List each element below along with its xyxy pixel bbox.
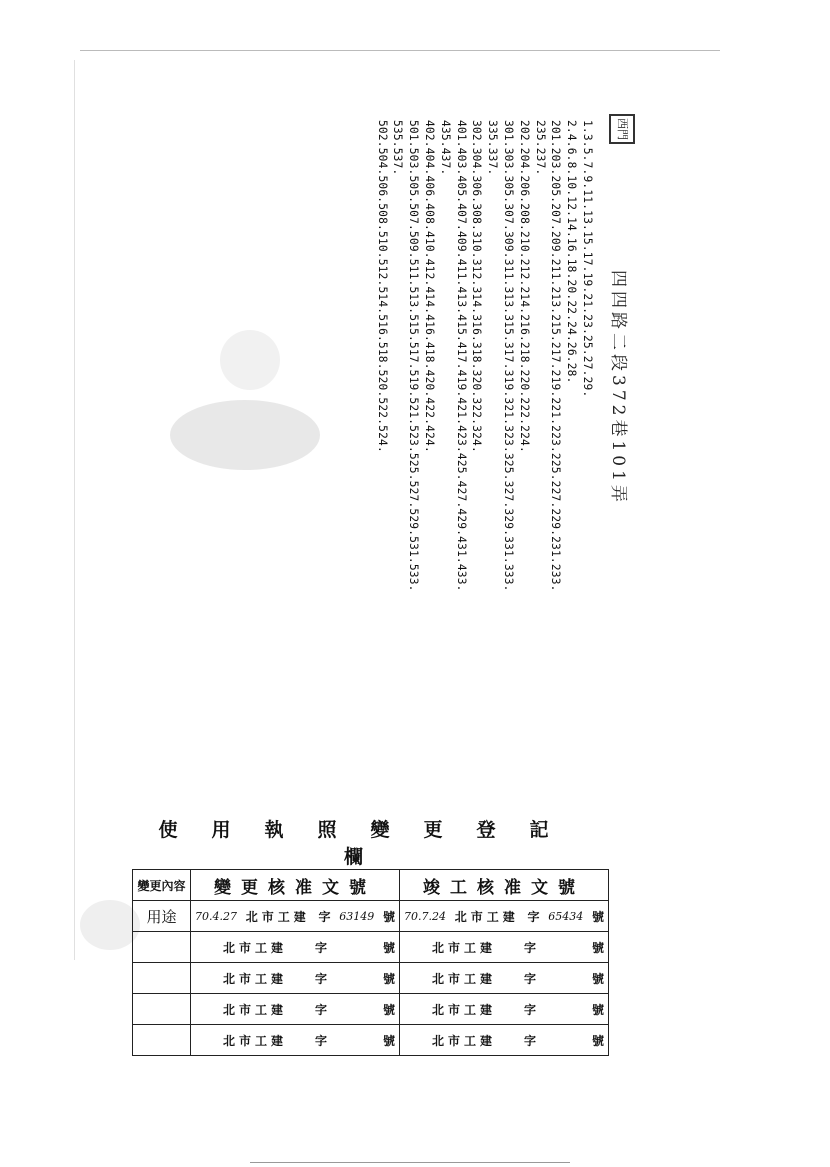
street-address	[608, 270, 633, 506]
table-title: 使用執照變更登記欄	[133, 815, 609, 870]
number-suffix: 號	[382, 1033, 395, 1048]
rotated-address-block	[345, 120, 635, 740]
address-text: 四四路二段372巷101弄	[608, 270, 628, 506]
completion-approval-header: 竣工核准文號	[400, 870, 609, 901]
char-label: 字	[523, 1002, 536, 1017]
char-label: 字	[314, 1002, 327, 1017]
completion-approval-cell	[400, 932, 609, 963]
number-suffix: 號	[591, 1002, 604, 1017]
completion-approval-cell	[400, 1025, 609, 1056]
number-line: 301.303.305.307.309.311.313.315.317.319.321.323.325.327.329.331.333.	[502, 120, 516, 592]
char-label: 字	[523, 1033, 536, 1048]
done-office: 北市工建	[431, 1002, 496, 1017]
ink-smudge	[170, 400, 320, 470]
change-office: 北市工建	[222, 971, 287, 986]
char-label: 字	[523, 971, 536, 986]
table-row	[133, 963, 609, 994]
change-office: 北市工建	[222, 940, 287, 955]
number-suffix: 號	[591, 909, 604, 924]
change-content-cell	[133, 963, 191, 994]
change-content-header: 變更內容	[133, 870, 191, 901]
change-number: 63149	[339, 909, 375, 923]
char-label: 字	[314, 1033, 327, 1048]
char-label: 字	[523, 940, 536, 955]
number-suffix: 號	[382, 909, 395, 924]
table-row	[133, 1025, 609, 1056]
done-office: 北市工建	[431, 971, 496, 986]
number-line: 502.504.506.508.510.512.514.516.518.520.522.524.	[375, 120, 389, 453]
number-line: 1.3.5.7.9.11.13.15.17.19.21.23.25.27.29.	[581, 120, 594, 398]
change-approval-cell	[191, 1025, 400, 1056]
done-office: 北市工建	[454, 909, 519, 924]
ink-smudge	[220, 330, 280, 390]
completion-approval-cell	[400, 994, 609, 1025]
done-number: 65434	[548, 909, 584, 923]
change-content-cell	[133, 1025, 191, 1056]
change-content-cell: 用途	[133, 901, 191, 932]
number-line: 435.437.	[438, 120, 452, 176]
completion-approval-cell	[400, 963, 609, 994]
ink-smudge	[80, 900, 140, 950]
number-suffix: 號	[591, 940, 604, 955]
table-row	[133, 932, 609, 963]
number-line: 401.403.405.407.409.411.413.415.417.419.421.423.425.427.429.431.433.	[454, 120, 468, 592]
bottom-edge-line	[250, 1162, 570, 1163]
number-line: 201.203.205.207.209.211.213.215.217.219.221.223.225.227.229.231.233.	[549, 120, 563, 592]
char-label: 字	[318, 909, 331, 924]
number-suffix: 號	[591, 971, 604, 986]
number-suffix: 號	[382, 940, 395, 955]
top-edge-line	[80, 50, 720, 51]
change-approval-cell	[191, 932, 400, 963]
change-date: 70.4.27	[195, 909, 237, 923]
completion-approval-cell	[400, 901, 609, 932]
number-line: 535.537.	[391, 120, 405, 176]
left-edge-line	[74, 60, 75, 960]
number-line: 402.404.406.408.410.412.414.416.418.420.422.424.	[423, 120, 437, 453]
done-date: 70.7.24	[404, 909, 446, 923]
number-line: 501.503.505.507.509.511.513.515.517.519.521.523.525.527.529.531.533.	[407, 120, 421, 592]
table-row	[133, 901, 609, 932]
change-approval-cell	[191, 963, 400, 994]
number-suffix: 號	[382, 1002, 395, 1017]
change-approval-cell	[191, 994, 400, 1025]
table-row	[133, 994, 609, 1025]
char-label: 字	[527, 909, 540, 924]
district-stamp: 西門	[609, 114, 635, 144]
number-line: 2.4.6.8.10.12.14.16.18.20.22.24.26.28.	[565, 120, 579, 384]
change-office: 北市工建	[222, 1002, 287, 1017]
done-office: 北市工建	[431, 1033, 496, 1048]
permit-change-table	[132, 815, 609, 1056]
number-line: 302.304.306.308.310.312.314.316.318.320.322.324.	[470, 120, 484, 453]
change-office: 北市工建	[222, 1033, 287, 1048]
change-approval-header: 變更核准文號	[191, 870, 400, 901]
change-content-cell	[133, 932, 191, 963]
change-content-cell	[133, 994, 191, 1025]
change-approval-cell	[191, 901, 400, 932]
number-line: 235.237.	[533, 120, 547, 176]
number-line: 335.337.	[486, 120, 500, 176]
char-label: 字	[314, 940, 327, 955]
done-office: 北市工建	[431, 940, 496, 955]
house-number-list	[374, 120, 595, 592]
number-suffix: 號	[591, 1033, 604, 1048]
number-suffix: 號	[382, 971, 395, 986]
char-label: 字	[314, 971, 327, 986]
change-office: 北市工建	[245, 909, 310, 924]
number-line: 202.204.206.208.210.212.214.216.218.220.222.224.	[517, 120, 531, 453]
